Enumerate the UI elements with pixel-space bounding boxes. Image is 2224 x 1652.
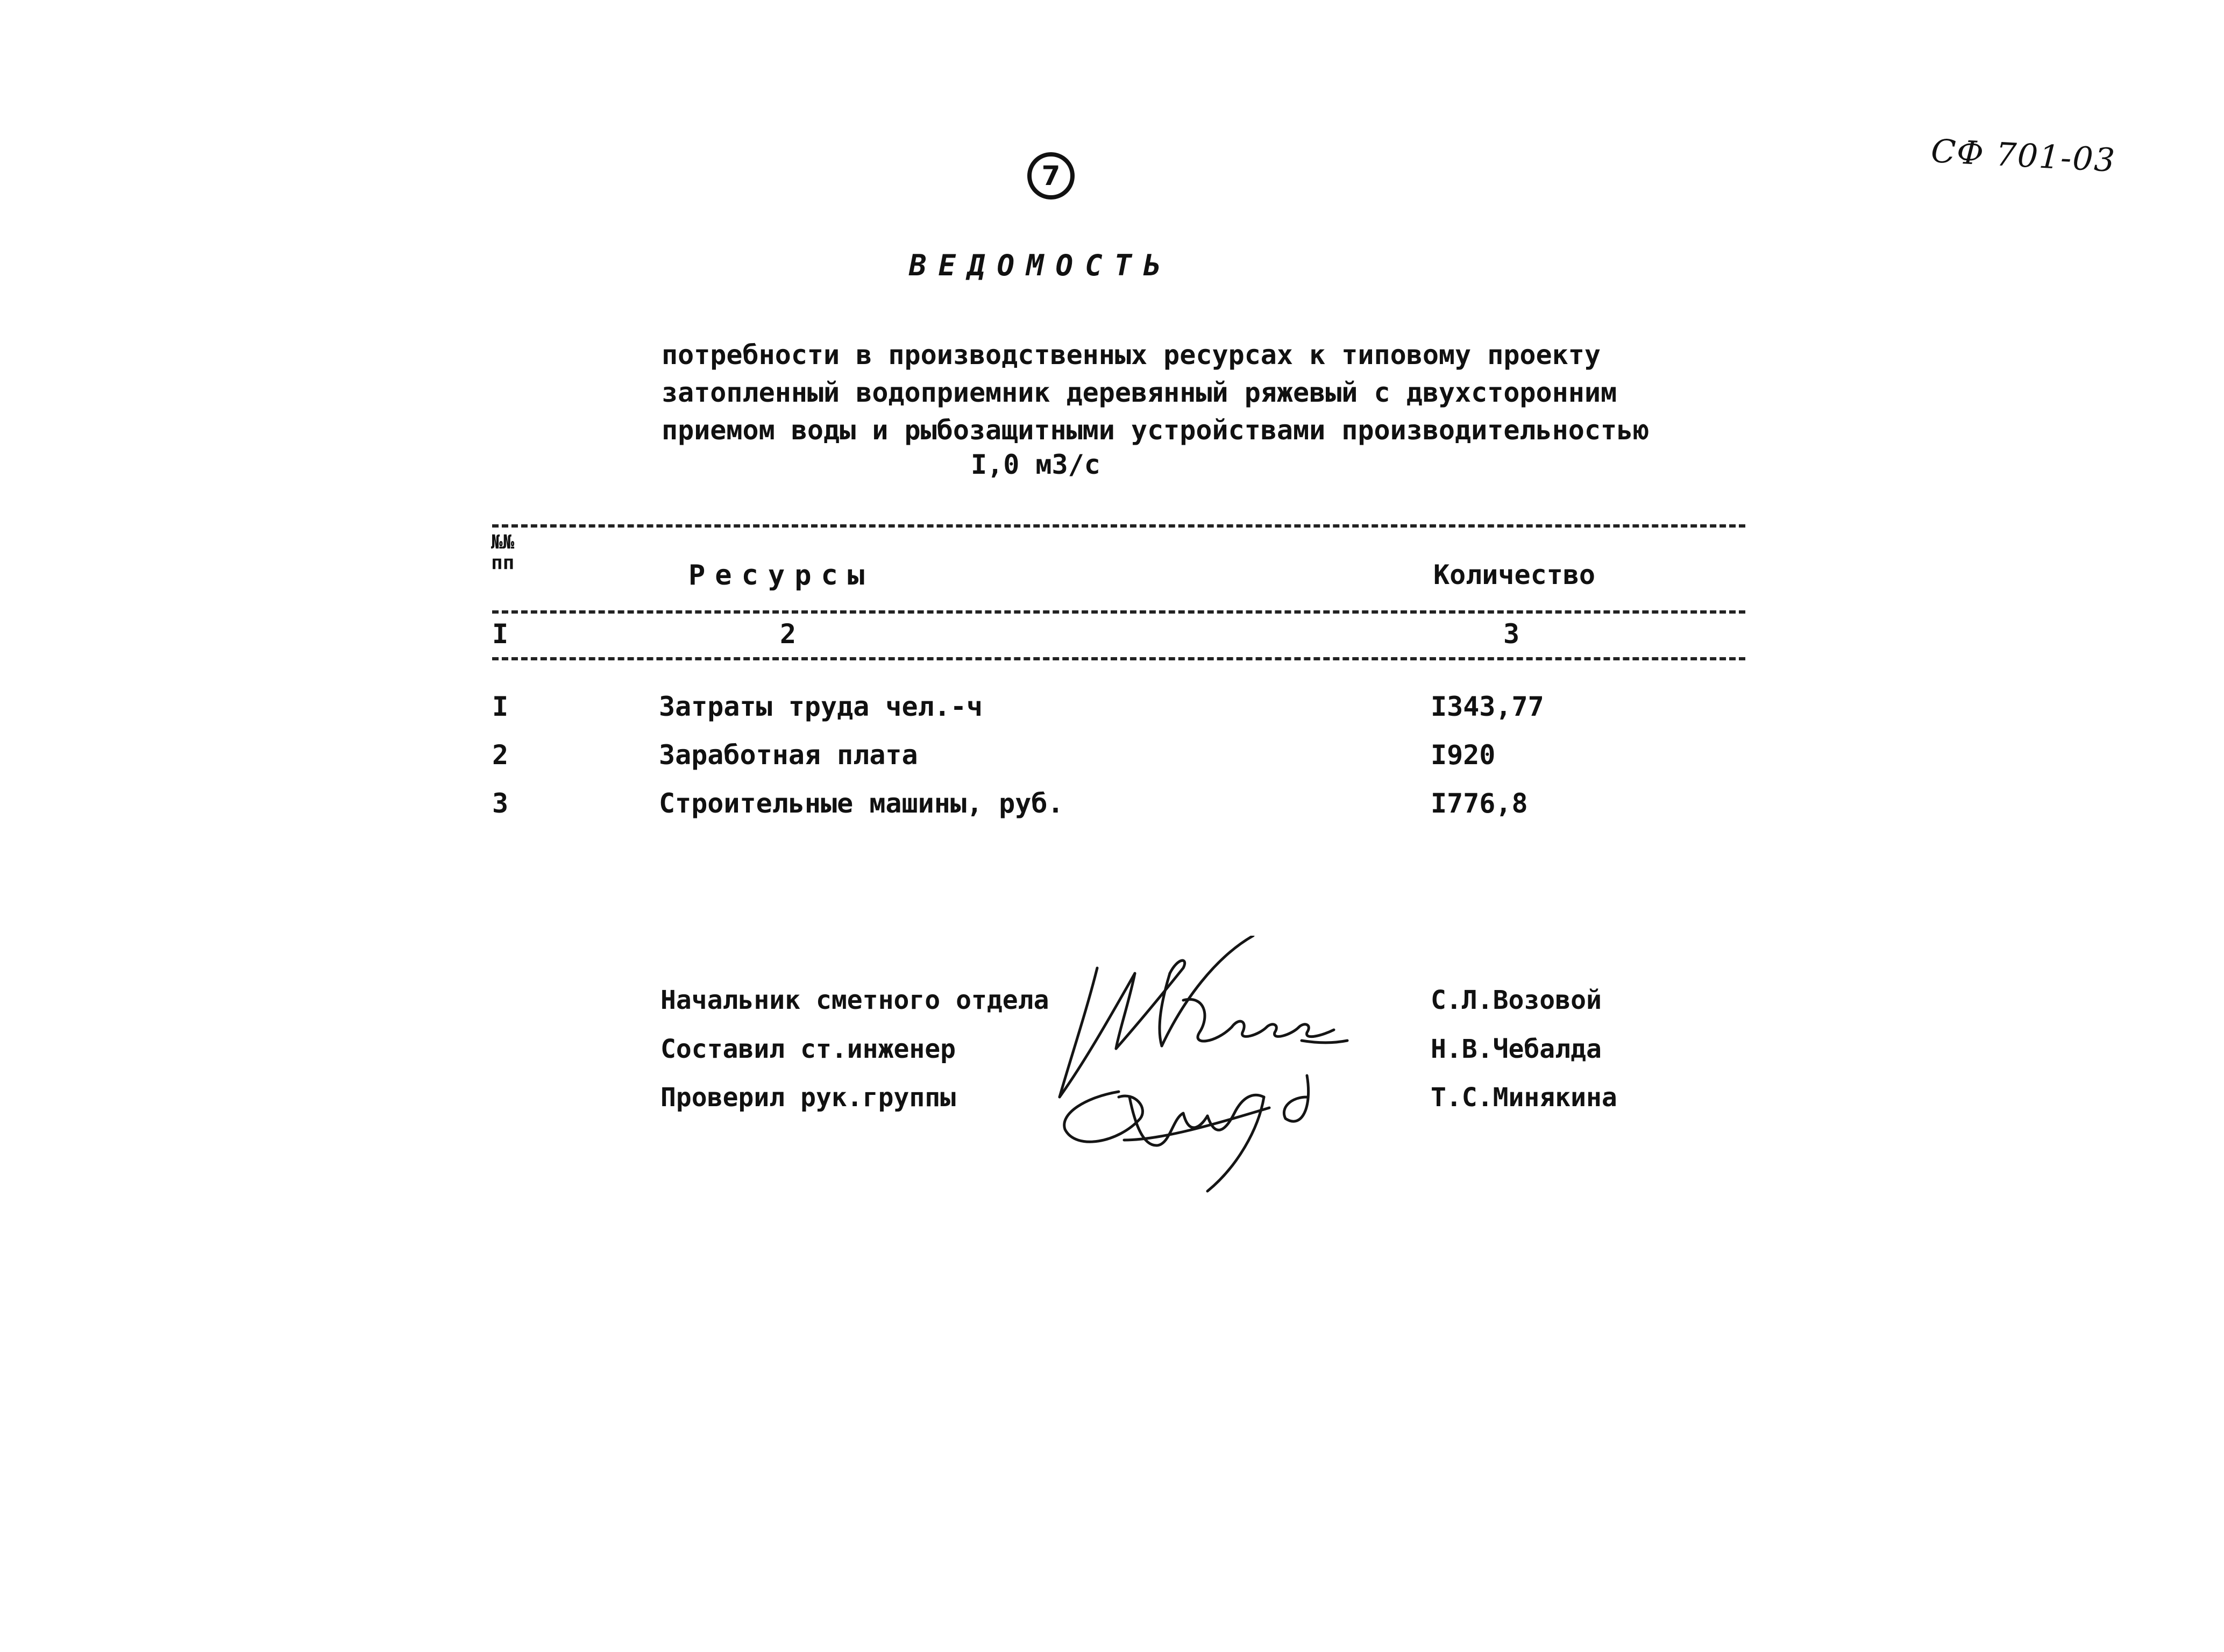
table-colnum-rule (492, 657, 1745, 660)
subtitle-line-2: затопленный водоприемник деревянный ряжевый с двухсторонним (662, 377, 1617, 408)
column-header-number: №№ пп (491, 531, 515, 574)
column-number-1: I (492, 618, 509, 650)
document-code: СФ 701-03 (1930, 132, 2117, 180)
signature-role: Проверил рук.группы (660, 1083, 956, 1113)
row-number: I (492, 691, 509, 722)
signature-role: Начальник сметного отдела (660, 985, 1049, 1015)
column-number-3: 3 (1503, 618, 1520, 650)
document-subtitle (662, 336, 1649, 449)
row-quantity: I776,8 (1431, 788, 1528, 819)
row-resource: Строительные машины, руб. (659, 788, 1064, 819)
row-quantity: I920 (1431, 739, 1496, 771)
signature-name: Т.С.Минякина (1431, 1083, 1617, 1113)
page-number-badge (1027, 152, 1075, 200)
row-quantity: I343,77 (1431, 691, 1544, 722)
subtitle-line-4: I,0 м3/с (971, 449, 1100, 480)
subtitle-line-3: приемом воды и рыбозащитными устройствами производительностью (662, 415, 1650, 446)
row-resource: Затраты труда чел.-ч (659, 691, 983, 722)
document-title: ВЕДОМОСТЬ (909, 248, 1173, 282)
row-number: 3 (492, 788, 509, 819)
table-top-rule (492, 524, 1745, 528)
signature-name: Н.В.Чебалда (1431, 1034, 1602, 1064)
subtitle-line-1: потребности в производственных ресурсах к типовому проекту (662, 339, 1601, 371)
signature-role: Составил ст.инженер (660, 1034, 956, 1064)
column-header-quantity: Количество (1433, 559, 1596, 590)
row-resource: Заработная плата (659, 739, 918, 771)
row-number: 2 (492, 739, 509, 771)
column-number-2: 2 (780, 618, 797, 650)
handwritten-signature (1054, 936, 1377, 1194)
page-number: 7 (1041, 160, 1061, 191)
column-header-resource: Ресурсы (688, 559, 875, 592)
table-header-rule (492, 610, 1745, 614)
signature-name: С.Л.Возовой (1431, 985, 1602, 1015)
